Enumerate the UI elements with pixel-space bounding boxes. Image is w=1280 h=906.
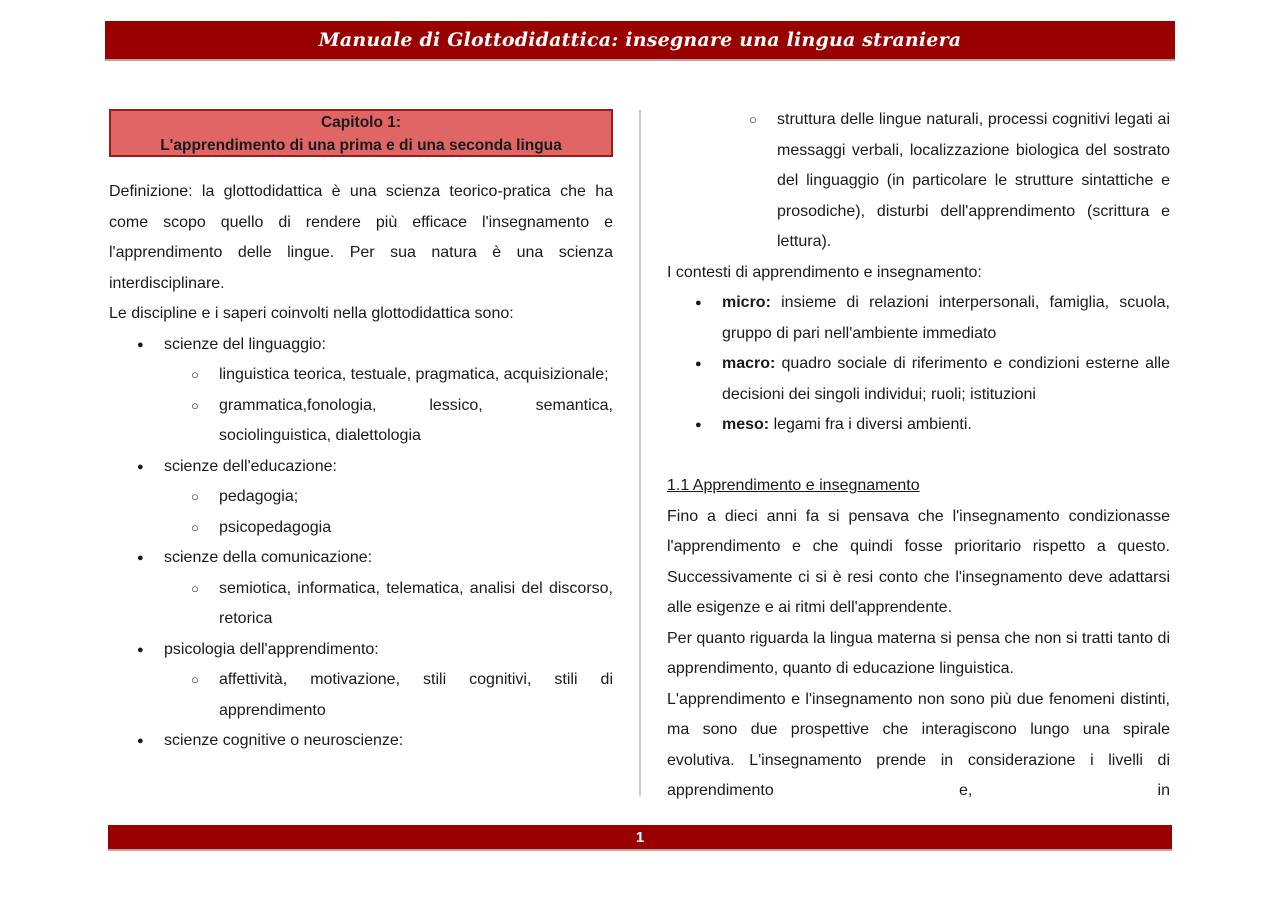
- definition-paragraph: Definizione: la glottodidattica è una scienza teorico-pratica che ha come scopo quello di rendere più efficace l'insegnamento e l'apprendimento delle lingue. Per sua natura è una scienza interdisciplinare.: [109, 183, 613, 292]
- list-subitem: ○ affettività, motivazione, stili cognitivi, stili di apprendimento: [109, 665, 613, 726]
- list-item: ● scienze dell'educazione:: [109, 452, 613, 483]
- list-item: ● meso: legami fra i diversi ambienti.: [667, 410, 1170, 441]
- list-subitem: ○ pedagogia;: [109, 482, 613, 513]
- list-subitem: ○ semiotica, informatica, telematica, analisi del discorso, retorica: [109, 574, 613, 635]
- chapter-title: L'apprendimento di una prima e di una seconda lingua: [160, 137, 562, 154]
- list-item: ● scienze cognitive o neuroscienze:: [109, 726, 613, 757]
- list-subitem: ○ struttura delle lingue naturali, processi cognitivi legati ai messaggi verbali, localizzazione biologica del sostrato del linguaggio (in particolare le strutture sintattiche e prosodiche), disturbi dell'apprendimento (scrittura e lettura).: [667, 105, 1170, 258]
- disciplines-list: [109, 330, 613, 757]
- left-column: [109, 109, 613, 757]
- body-paragraph: Per quanto riguarda la lingua materna si pensa che non si tratti tanto di apprendimento, quanto di educazione linguistica.: [667, 629, 1170, 677]
- column-divider: [639, 110, 641, 796]
- disciplines-intro: Le discipline e i saperi coinvolti nella glottodidattica sono:: [109, 305, 514, 322]
- right-column: [667, 105, 1170, 807]
- contexts-list: [667, 288, 1170, 441]
- contexts-intro: I contesti di apprendimento e insegnamento:: [667, 263, 982, 281]
- footer-bar: [108, 825, 1172, 851]
- continued-list: [667, 105, 1170, 258]
- header-bar: [105, 21, 1175, 61]
- spacer: [667, 441, 1170, 472]
- context-term: macro:: [722, 355, 776, 372]
- list-subitem: ○ psicopedagogia: [109, 513, 613, 544]
- list-item: ● scienze del linguaggio:: [109, 330, 613, 361]
- list-item: ● micro: insieme di relazioni interpersonali, famiglia, scuola, gruppo di pari nell'ambiente immediato: [667, 288, 1170, 349]
- context-term: micro:: [722, 294, 771, 311]
- list-item: ● scienze della comunicazione:: [109, 543, 613, 574]
- body-paragraph: L'apprendimento e l'insegnamento non sono più due fenomeni distinti, ma sono due prospettive che interagiscono lungo una spirale evolutiva. L'insegnamento prende in considerazione i livelli di apprendimento e, in: [667, 690, 1170, 799]
- list-item: ● psicologia dell'apprendimento:: [109, 635, 613, 666]
- chapter-number: Capitolo 1:: [320, 114, 402, 131]
- list-item: ● macro: quadro sociale di riferimento e condizioni esterne alle decisioni dei singoli individui; ruoli; istituzioni: [667, 349, 1170, 410]
- chapter-heading-box: [109, 109, 613, 157]
- document-title: Manuale di Glottodidattica: insegnare una lingua straniera: [318, 29, 962, 51]
- page-number: 1: [635, 828, 645, 846]
- section-heading: 1.1 Apprendimento e insegnamento: [667, 477, 920, 494]
- body-paragraph: Fino a dieci anni fa si pensava che l'insegnamento condizionasse l'apprendimento e che quindi fosse prioritario rispetto a questo. Successivamente ci si è resi conto che l'insegnamento deve adattarsi alle esigenze e ai ritmi dell'apprendente.: [667, 507, 1170, 616]
- list-subitem: ○ grammatica,fonologia, lessico, semantica, sociolinguistica, dialettologia: [109, 391, 613, 452]
- list-subitem: ○ linguistica teorica, testuale, pragmatica, acquisizionale;: [109, 360, 613, 391]
- context-term: meso:: [722, 416, 770, 433]
